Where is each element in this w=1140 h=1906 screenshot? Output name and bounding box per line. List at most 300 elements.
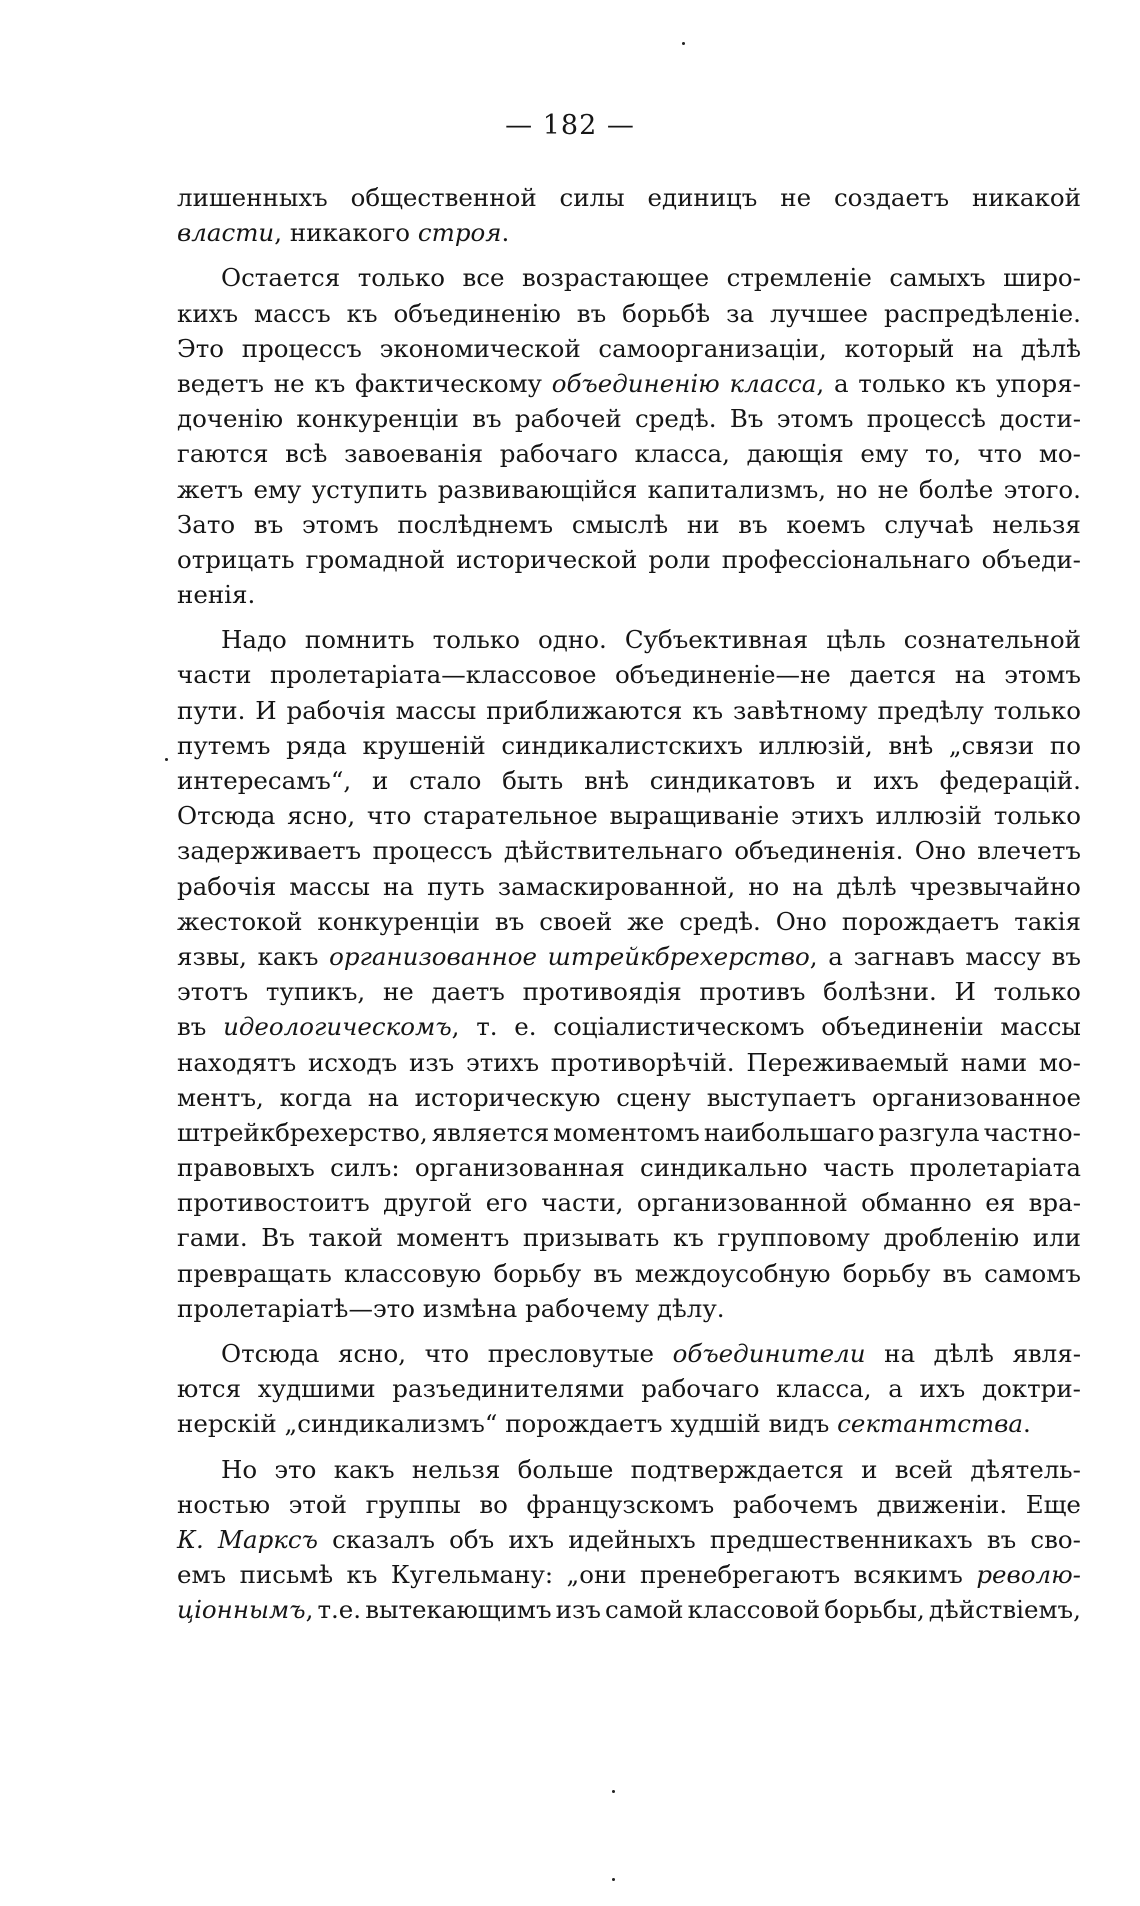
word: синдикально: [639, 1153, 808, 1183]
word: такой: [308, 1223, 383, 1253]
word: объединеніе—не: [614, 660, 831, 690]
word: во: [479, 1489, 508, 1519]
word: смыслѣ: [571, 509, 669, 539]
word-group: [548, 939, 818, 974]
word: конкуренціи: [296, 404, 459, 434]
word: синдикатовъ: [649, 766, 816, 795]
italic-word: объединенію: [551, 368, 720, 398]
word: на: [972, 333, 1004, 363]
word: этого.: [1003, 474, 1081, 504]
word: тoлько: [357, 263, 445, 293]
word: дости-: [999, 404, 1081, 434]
word: ,: [451, 1012, 460, 1042]
word: е.: [514, 1012, 537, 1042]
word: Въ: [261, 1223, 295, 1253]
word: что: [366, 801, 412, 831]
word: объединенія.: [734, 836, 904, 866]
text-line: [177, 798, 1081, 833]
word: громадной: [305, 544, 446, 574]
word: „они: [566, 1560, 627, 1590]
word-group: [223, 1009, 459, 1044]
paragraph: [177, 1452, 1081, 1628]
word: синдикалистскихъ: [501, 730, 744, 760]
word: жестокой: [177, 906, 303, 936]
word: групповому: [717, 1223, 870, 1253]
word: а: [833, 368, 849, 398]
text-line: [177, 1080, 1081, 1115]
italic-word: револю-: [976, 1560, 1081, 1590]
word: въ: [177, 1012, 207, 1042]
word: сказалъ: [332, 1524, 435, 1554]
word: класса,: [776, 1374, 872, 1404]
word: въ: [942, 1258, 972, 1288]
word: Въ: [729, 404, 764, 434]
word: ностью: [177, 1489, 271, 1519]
word: къ: [314, 368, 346, 398]
word: ни: [686, 509, 720, 539]
word: борьбу: [842, 1258, 931, 1288]
word: Остается: [221, 263, 341, 293]
word: а: [828, 941, 843, 971]
word: въ: [576, 298, 607, 328]
word: разгула: [878, 1117, 980, 1147]
text-line: [177, 1557, 1081, 1592]
word: Зато: [177, 509, 236, 539]
italic-word: власти: [177, 218, 275, 248]
text-line: [177, 869, 1081, 904]
word: противостоитъ: [177, 1188, 370, 1218]
word: рабочемъ: [732, 1489, 858, 1519]
text-line: [177, 974, 1081, 1009]
word: къ: [672, 1223, 704, 1253]
word: объединеніи: [821, 1012, 984, 1042]
word: историческую: [414, 1082, 601, 1112]
word: ,: [816, 368, 825, 398]
word: крушеній: [362, 730, 486, 760]
word: Оно: [914, 836, 966, 866]
text-line: [177, 1220, 1081, 1255]
italic-word: ціоннымъ: [177, 1595, 306, 1625]
word: худшій: [670, 1409, 761, 1439]
word: не: [877, 474, 909, 504]
word: на: [367, 1082, 399, 1112]
text-line: [177, 260, 1081, 295]
word: борьбѣ: [622, 298, 711, 328]
word: мо-: [1038, 439, 1081, 469]
word: порождаетъ: [841, 906, 1000, 936]
word: выращиваніе: [609, 801, 780, 831]
word: „связи: [948, 730, 1035, 760]
word: отрицать: [177, 544, 295, 574]
word: этомъ: [776, 404, 854, 434]
word: только: [858, 368, 946, 398]
word: конкуренціи: [317, 906, 480, 936]
word: борьбы,: [824, 1595, 925, 1625]
text-line: [177, 657, 1081, 692]
word: всякимъ: [853, 1560, 963, 1590]
word: путь: [427, 871, 485, 901]
word: подтверждается: [630, 1454, 844, 1484]
word: но: [748, 871, 780, 901]
word: болѣе: [918, 474, 994, 504]
word: лучшее: [770, 298, 869, 328]
word: въ: [253, 509, 284, 539]
word: болѣзни.: [823, 977, 937, 1007]
word: въ: [494, 906, 525, 936]
word: массы: [1000, 1012, 1081, 1042]
word: объединенію: [393, 298, 561, 328]
word: дѣлѣ: [1020, 333, 1081, 363]
word: рабочему: [525, 1293, 650, 1323]
word: пролетаріата—классовое: [269, 660, 597, 690]
word: ,: [305, 1595, 314, 1625]
word: французскомъ: [526, 1489, 715, 1519]
word: же: [627, 906, 665, 936]
word: Оно: [775, 906, 827, 936]
word: этой: [288, 1489, 347, 1519]
word: т.е.: [317, 1595, 362, 1625]
word: призывать: [522, 1223, 660, 1253]
word: этихъ: [790, 801, 864, 831]
word: находятъ: [177, 1047, 297, 1077]
word: Это: [177, 333, 225, 363]
text-line: [177, 331, 1081, 366]
word: и: [371, 766, 389, 795]
word: Субъективная: [624, 625, 809, 655]
italic-word: сектантства: [837, 1409, 1024, 1439]
word: только: [993, 801, 1081, 831]
word: массы: [289, 871, 370, 901]
italic-word: Марксъ: [217, 1524, 318, 1554]
word: одно.: [538, 625, 607, 655]
word: силъ:: [330, 1153, 400, 1183]
word: письмѣ: [239, 1560, 334, 1590]
word: ненія.: [177, 580, 256, 610]
word: .: [501, 218, 510, 248]
word: предѣлу: [877, 695, 984, 725]
word: капитализмъ,: [647, 474, 827, 504]
word: въ: [472, 404, 502, 434]
paragraph: [177, 622, 1081, 1326]
word: мо-: [1038, 1047, 1081, 1077]
word: уступить: [311, 474, 428, 504]
word: массу: [965, 941, 1041, 971]
text-line: [177, 296, 1081, 331]
word: всей: [894, 1454, 954, 1484]
word: влечетъ: [977, 836, 1081, 866]
word-group: [837, 1406, 1031, 1441]
word: экономической: [379, 333, 581, 363]
word: ,: [274, 218, 282, 248]
word: пресловутые: [487, 1339, 655, 1368]
word: загнавъ: [853, 941, 955, 971]
word: изъ: [408, 1047, 455, 1077]
word: сво-: [1030, 1524, 1081, 1554]
word: классовой: [687, 1595, 821, 1625]
word: идейныхъ: [568, 1524, 696, 1554]
text-line: [177, 1150, 1081, 1185]
word: борьбу: [493, 1258, 582, 1288]
text-line: [177, 622, 1081, 657]
word: не: [273, 368, 305, 398]
word: ясно,: [337, 1339, 407, 1368]
word: И: [255, 695, 277, 725]
word: иллюзій: [875, 801, 982, 831]
word: къ: [955, 368, 987, 398]
paragraph: [177, 1336, 1081, 1442]
word: на: [884, 1339, 916, 1368]
word: пролетаріатѣ—это: [177, 1293, 415, 1323]
word: нами: [960, 1047, 1028, 1077]
word: тупикъ,: [265, 977, 366, 1007]
word: худшими: [257, 1374, 376, 1404]
word: самоорганизаціи,: [598, 333, 827, 363]
word: все: [462, 263, 505, 293]
word: фактическому: [355, 368, 542, 398]
word: никакого: [289, 218, 411, 248]
word: ,: [809, 941, 818, 971]
text-line: [177, 833, 1081, 868]
word: сознательной: [903, 625, 1081, 655]
word: то,: [924, 439, 962, 469]
word: дается: [849, 660, 937, 690]
word: своей: [539, 906, 613, 936]
print-speck: [612, 1790, 615, 1793]
text-line: [177, 1045, 1081, 1080]
word: язвы,: [177, 941, 247, 971]
word: цѣль: [826, 625, 886, 655]
word: распредѣленіе.: [883, 298, 1081, 328]
word: Надо: [221, 625, 287, 655]
word: самой: [605, 1595, 684, 1625]
word: дающія: [746, 439, 844, 469]
text-line: [177, 1592, 1081, 1627]
word: въ: [986, 1524, 1017, 1554]
word: выступаетъ: [706, 1082, 857, 1112]
word: часть: [822, 1153, 895, 1183]
word: пренебрегаютъ: [640, 1560, 841, 1590]
word: завѣтному: [732, 695, 868, 725]
word: замаскированной,: [497, 871, 736, 901]
word: внѣ: [584, 766, 629, 795]
text-line: [177, 1487, 1081, 1522]
word: за: [726, 298, 755, 328]
word: дѣятель-: [970, 1454, 1081, 1484]
word: превращать: [177, 1258, 332, 1288]
italic-word: К.: [177, 1524, 204, 1554]
word: Отсюда: [221, 1339, 320, 1368]
text-line: [177, 693, 1081, 728]
word: рабочаго: [641, 1374, 760, 1404]
word: стало: [409, 766, 482, 795]
word: исходъ: [307, 1047, 398, 1077]
word-group: [177, 1592, 313, 1627]
word: его: [485, 1188, 528, 1218]
word: всѣ: [285, 439, 328, 469]
word: и: [835, 766, 853, 795]
word: Но: [221, 1454, 258, 1484]
word: внѣ: [888, 730, 934, 760]
word: частно-: [983, 1117, 1081, 1147]
text-line: [177, 1522, 1081, 1557]
word: коемъ: [786, 509, 866, 539]
italic-word: идеологическомъ: [223, 1012, 452, 1042]
word: рабочія: [286, 695, 386, 725]
word: противорѣчій.: [550, 1047, 735, 1077]
word: нерскій: [177, 1409, 277, 1439]
text-line: [177, 472, 1081, 507]
word: т.: [476, 1012, 498, 1042]
text-line: [177, 436, 1081, 471]
word: профессіональнаго: [721, 544, 971, 574]
word: нельзя: [411, 1454, 501, 1484]
text-line: [177, 1406, 1081, 1441]
word: движеніи.: [876, 1489, 1008, 1519]
text-line: [177, 1185, 1081, 1220]
word: это: [274, 1454, 317, 1484]
text-line: [177, 577, 1081, 612]
word: упоря-: [995, 368, 1081, 398]
word: нельзя: [992, 509, 1081, 539]
word: только: [432, 625, 520, 655]
word: въ: [593, 1258, 623, 1288]
word: лишенныхъ: [177, 183, 328, 212]
word: организованной: [636, 1188, 848, 1218]
word: къ: [346, 298, 378, 328]
page-number: — 182 —: [505, 110, 635, 141]
word: „синдикализмъ“: [284, 1409, 498, 1439]
word: разъединителями: [392, 1374, 625, 1404]
word: массы: [395, 695, 477, 725]
text-line: [177, 1336, 1081, 1371]
italic-word: объединители: [672, 1339, 866, 1368]
word: не: [780, 183, 812, 212]
body-text: [177, 180, 1081, 1628]
word: средѣ.: [635, 404, 717, 434]
word: какъ: [257, 941, 319, 971]
italic-word: строя: [417, 218, 502, 248]
word: вра-: [1028, 1188, 1081, 1218]
paragraph: [177, 260, 1081, 612]
word: ведетъ: [177, 368, 265, 398]
text-line: [177, 1115, 1081, 1150]
word: задерживаетъ: [177, 836, 362, 866]
word: ясно,: [287, 801, 356, 831]
text-line: [177, 904, 1081, 939]
word: пролетаріата: [909, 1153, 1081, 1183]
word: средѣ.: [679, 906, 761, 936]
word-group: [177, 215, 282, 250]
text-line: [177, 507, 1081, 542]
word: класса,: [634, 439, 730, 469]
word: стремленіе: [726, 263, 872, 293]
text-line: [177, 763, 1081, 798]
word: порождаетъ: [505, 1409, 663, 1439]
word: не: [382, 977, 414, 1007]
text-line: [177, 1009, 1081, 1044]
word: процессѣ: [866, 404, 986, 434]
word: организованное: [872, 1082, 1081, 1112]
word: этомъ: [302, 509, 379, 539]
word: гаются: [177, 439, 269, 469]
word: противоядія: [522, 977, 682, 1007]
word: дѣлѣ: [933, 1339, 994, 1368]
italic-word: штрейкбрехерство: [547, 941, 810, 971]
word: въ: [1051, 941, 1081, 971]
word: противъ: [699, 977, 806, 1007]
text-line: [177, 939, 1081, 974]
word: другой: [383, 1188, 473, 1218]
word: завоеванія: [344, 439, 484, 469]
word: Кугельману:: [390, 1560, 554, 1590]
word: къ: [692, 695, 724, 725]
word: который: [844, 333, 955, 363]
word: иллюзій,: [758, 730, 873, 760]
word-group: [418, 215, 509, 250]
word: пути.: [177, 695, 246, 725]
word: но: [836, 474, 868, 504]
print-speck: [612, 1878, 615, 1881]
word: создаетъ: [833, 183, 950, 212]
word: ментъ,: [177, 1082, 264, 1112]
word: такія: [1014, 906, 1081, 936]
word: помнить: [304, 625, 415, 655]
text-line: [177, 401, 1081, 436]
word: Отсюда: [177, 801, 276, 831]
text-line: [177, 1291, 1081, 1326]
word: ряда: [286, 730, 347, 760]
word: обманно: [861, 1188, 972, 1218]
word: части,: [541, 1188, 624, 1218]
word: ются: [177, 1374, 242, 1404]
word: широ-: [1003, 263, 1081, 293]
text-line: [177, 542, 1081, 577]
word: предшественникахъ: [709, 1524, 973, 1554]
word: самомъ: [984, 1258, 1081, 1288]
word: классовую: [344, 1258, 482, 1288]
word: единицъ: [647, 183, 758, 212]
word: части: [177, 660, 252, 690]
word: путемъ: [177, 730, 271, 760]
word: изъ: [555, 1595, 601, 1625]
word: интересамъ“,: [177, 766, 352, 795]
word: къ: [346, 1560, 378, 1590]
print-speck: [165, 758, 168, 761]
paragraph: [177, 180, 1081, 250]
word: И: [954, 977, 976, 1007]
word: Еще: [1025, 1489, 1081, 1519]
word: что: [424, 1339, 470, 1368]
word: силы: [559, 183, 625, 212]
word: что: [977, 439, 1023, 469]
word: больше: [517, 1454, 614, 1484]
word: дѣлѣ: [836, 871, 897, 901]
word: на: [792, 871, 824, 901]
word: рабочія: [177, 871, 277, 901]
word: правовыхъ: [177, 1153, 315, 1183]
word: объеди-: [981, 544, 1081, 574]
word: доктри-: [981, 1374, 1081, 1404]
word: междоусобную: [634, 1258, 831, 1288]
word: а: [888, 1374, 903, 1404]
word: исторической: [456, 544, 638, 574]
word: является: [431, 1117, 550, 1147]
word: рабочаго: [499, 439, 618, 469]
text-line: [177, 728, 1081, 763]
word: никакой: [971, 183, 1081, 212]
word: явля-: [1012, 1339, 1081, 1368]
text-line: [177, 366, 1081, 401]
